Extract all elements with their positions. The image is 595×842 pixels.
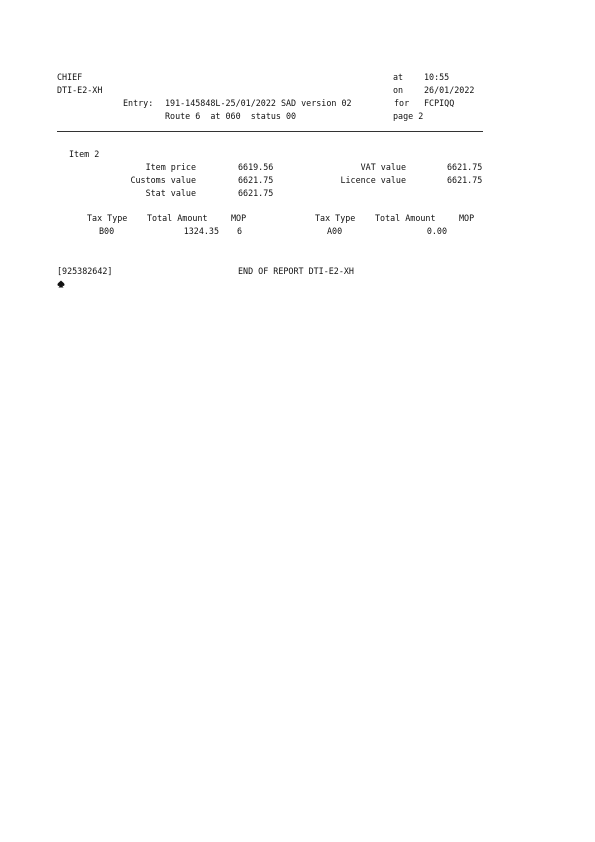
total-amount-cell-2: 0.00 [426, 226, 447, 236]
item-price-label: Item price [145, 162, 196, 172]
customs-value-label: Customs value [130, 175, 196, 185]
end-of-report: END OF REPORT DTI-E2-XH [238, 266, 354, 276]
mop-header-2: MOP [459, 213, 475, 223]
header-divider [57, 131, 483, 132]
for-label: for [394, 98, 410, 108]
for-value: FCPIQQ [424, 98, 455, 108]
tax-type-header-2: Tax Type [315, 213, 356, 223]
licence-value-label: Licence value [340, 175, 406, 185]
tax-type-cell-1: B00 [99, 226, 115, 236]
system-name: CHIEF [57, 72, 83, 82]
item-title: Item 2 [69, 149, 100, 159]
spade-icon [57, 280, 65, 288]
on-label: on [393, 85, 404, 95]
vat-value: 6621.75 [447, 162, 483, 172]
stat-value: 6621.75 [238, 188, 274, 198]
licence-value: 6621.75 [447, 175, 483, 185]
stat-value-label: Stat value [145, 188, 196, 198]
page-number: page 2 [393, 111, 424, 121]
entry-label: Entry: [123, 98, 154, 108]
tax-type-header-1: Tax Type [87, 213, 128, 223]
item-price-value: 6619.56 [238, 162, 274, 172]
mop-header-1: MOP [231, 213, 247, 223]
route-status-line: Route 6 at 060 status 00 [165, 111, 297, 121]
customs-value: 6621.75 [238, 175, 274, 185]
at-label: at [393, 72, 404, 82]
time-value: 10:55 [424, 72, 450, 82]
vat-value-label: VAT value [360, 162, 406, 172]
tax-type-cell-2: A00 [327, 226, 343, 236]
mop-cell-1: 6 [237, 226, 243, 236]
entry-value: 191-145848L-25/01/2022 SAD version 02 [165, 98, 352, 108]
total-amount-cell-1: 1324.35 [183, 226, 219, 236]
total-amount-header-2: Total Amount [375, 213, 436, 223]
report-id: DTI-E2-XH [57, 85, 103, 95]
total-amount-header-1: Total Amount [147, 213, 208, 223]
reference-number: [925382642] [57, 266, 113, 276]
date-value: 26/01/2022 [424, 85, 475, 95]
